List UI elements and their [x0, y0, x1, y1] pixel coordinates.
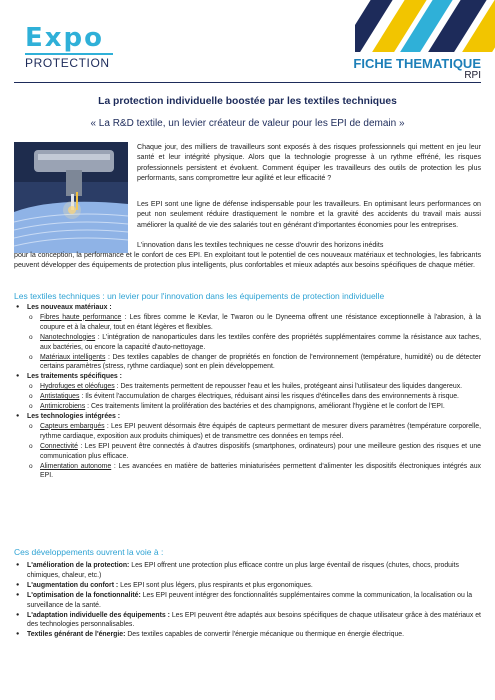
list-item [27, 392, 481, 402]
item-text: Les EPI sont plus légers, plus respirants et plus ergonomiques. [118, 581, 313, 589]
intro-paragraph-3-start: L'innovation dans les textiles techniques ne cesse d'ouvrir des horizons inédits [137, 241, 384, 249]
item-text: Les EPI offrent une protection plus efficace contre un plus large éventail de risques (chutes, chocs, produits chimiques, chaleur, etc.) [27, 562, 459, 579]
list-item [14, 591, 481, 611]
item-term: L'optimisation de la fonctionnalité: [27, 591, 141, 599]
item-term: Fibres haute performance [40, 313, 122, 321]
list-item [14, 611, 481, 631]
list-item [14, 561, 481, 581]
item-text: : Des traitements permettent de repousser l'eau et les huiles, protégeant ainsi l'utilisateur des liquides dangereux. [114, 383, 463, 391]
page-title: La protection individuelle boostée par les textiles techniques [98, 96, 397, 107]
item-term: Matériaux intelligents [40, 353, 106, 361]
list-item [14, 630, 481, 640]
item-text: : Ils évitent l'accumulation de charges électriques, réduisant ainsi les risques d'étincelles dans des environnements à risque. [79, 393, 459, 401]
group-title: Les nouveaux matériaux : [27, 304, 112, 311]
item-text: Les EPI peuvent être adaptés aux besoins spécifiques de chaque utilisateur grâce à des matériaux et des technologies personnalisables. [27, 611, 481, 629]
decorative-stripes [355, 0, 495, 52]
list-item [27, 313, 481, 333]
item-term: Textiles générant de l'énergie: [27, 631, 126, 639]
item-term: Capteurs embarqués [40, 422, 105, 430]
sewing-machine-illustration [14, 142, 128, 253]
list-item [27, 462, 481, 482]
item-term: Antimicrobiens [40, 403, 86, 411]
item-text: : Les avancées en matière de batteries miniaturisées permettent d'alimenter les dispositifs électroniques intégrés aux EPI. [40, 462, 482, 480]
item-term: L'augmentation du confort : [27, 581, 119, 589]
list-item [27, 382, 481, 392]
list-item [27, 422, 481, 442]
sub-list [27, 382, 481, 412]
item-term: L'amélioration de la protection: [27, 562, 130, 569]
page-subtitle: « La R&D textile, un levier créateur de valeur pour les EPI de demain » [90, 118, 405, 129]
expo-protection-logo [25, 25, 125, 70]
item-term: Connectivité [40, 442, 78, 450]
logo-expo-text: Expo [25, 23, 105, 53]
list-item [27, 402, 481, 412]
item-text: : Ces traitements limitent la prolifération des bactéries et des champignons, améliorant l'hygiène et le confort de l'EPI. [85, 403, 445, 411]
item-text: Des textiles capables de convertir l'énergie mécanique ou thermique en énergie électrique. [125, 631, 405, 639]
logo-underline [25, 53, 113, 55]
item-text: : L'intégration de nanoparticules dans les textiles confère des propriétés supplémentaires comme la résistance aux taches, aux bactéries, ou encore la capacité d'auto-nettoyage. [40, 333, 481, 351]
item-text: : Les EPI peuvent être connectés à d'autres dispositifs (smartphones, ordinateurs) pour une meilleure gestion des risques et une communication plus efficace. [40, 442, 481, 460]
item-text: : Les EPI peuvent désormais être équipés de capteurs permettant de mesurer divers paramètres (température corporelle, rythme cardiaque, exposition aux produits chimiques) et de transmettre ces données en temps réel. [40, 422, 481, 440]
list-item [14, 412, 481, 481]
list-item [14, 581, 481, 591]
item-term: Antistatiques [40, 393, 80, 401]
item-text: Les EPI peuvent intégrer des fonctionnalités supplémentaires comme la communication, la localisation ou la surveillance de la santé. [27, 591, 473, 609]
sub-list [27, 422, 481, 481]
group-title: Les technologies intégrées : [27, 412, 121, 420]
intro-paragraph-2: Les EPI sont une ligne de défense indispensable pour les travailleurs. En optimisant leurs performances on peut non seulement réduire drastiquement le nombre et la gravité des accidents du travail mais aussi améliorer la qualité de vie des salariés tout en générant d'importantes économies pour les entreprises. [137, 200, 481, 229]
section-title-developments: Ces développements ouvrent la voie à : [14, 547, 164, 557]
group-title: Les traitements spécifiques : [27, 373, 122, 381]
doc-code: RPI [464, 70, 481, 81]
list-item [27, 353, 481, 373]
list-item [27, 442, 481, 462]
item-term: Alimentation autonome [40, 462, 112, 470]
intro-paragraph-3-rest: pour la conception, la performance et le confort de ces EPI. En exploitant tout le potentiel de ces nouveaux matériaux et technologies, les fabricants peuvent développer des équipements de protection plus intelligents, plus confortables et mieux adaptés aux besoins spécifiques de chaque métier. [14, 251, 481, 270]
doc-type: FICHE THEMATIQUE [353, 56, 481, 71]
item-text: : Des textiles capables de changer de propriétés en fonction de l'environnement (température, humidité) ou de détecter certains paramètres (stress, rythme cardiaque) sont en plein développement. [40, 353, 481, 371]
item-term: Nanotechnologies [40, 333, 96, 341]
item-term: L'adaptation individuelle des équipements : [27, 611, 170, 619]
logo-protection-text: PROTECTION [25, 56, 110, 70]
textiles-list [14, 303, 481, 481]
section-title-textiles: Les textiles techniques : un levier pour l'innovation dans les équipements de protection individuelle [14, 291, 385, 301]
developments-list [14, 561, 481, 640]
item-term: Hydrofuges et oléofuges [40, 383, 115, 391]
sub-list [27, 313, 481, 372]
item-text: : Les fibres comme le Kevlar, le Twaron ou le Dyneema offrent une résistance exceptionnelle à l'abrasion, à la coupure et à la chaleur, tout en étant légères et flexibles. [40, 313, 481, 331]
intro-paragraph-1: Chaque jour, des milliers de travailleurs sont exposés à des risques professionnels qui mettent en jeu leur santé et leur intégrité physique. Alors que la technologie progresse à un rythme effréné, les risques professionnels persistent et évoluent. Comment équiper les travailleurs des outils de protection les plus performants, sans compromettre leur agilité et leur efficacité ? [137, 143, 481, 183]
list-item [27, 333, 481, 353]
sewing-machine-image [14, 142, 128, 253]
header-divider [14, 82, 481, 83]
list-item [14, 372, 481, 412]
list-item [14, 303, 481, 372]
